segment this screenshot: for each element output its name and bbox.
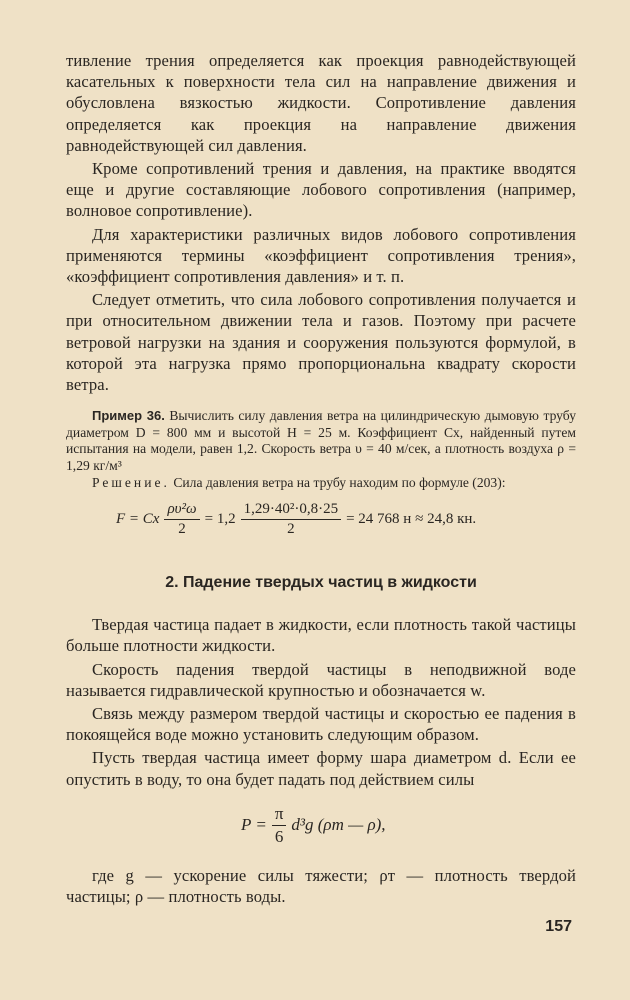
example-solution	[66, 475, 576, 492]
example-block	[66, 408, 576, 538]
formula-rhs: = 24 768 н ≈ 24,8 кн.	[346, 511, 477, 528]
paragraph-3: Для характеристики различных видов лобового сопротивления применяются термины «коэффициент сопротивления трения», «коэффициент сопротивления давления» и т. п.	[66, 224, 576, 287]
paragraph-1: тивление трения определяется как проекция равнодействующей касательных к поверхности тела сил на направление движения и обусловлена вязкостью жидкости. Сопротивление давления определяется как проекция на направление движения равнодействующей сил давления.	[66, 51, 576, 155]
formula2-numerator: π	[272, 804, 287, 826]
solution-text: Сила давления ветра на трубу находим по формуле (203):	[173, 474, 506, 490]
formula2-rhs: d³g (ρт — ρ),	[291, 815, 386, 835]
fraction-1-denominator: 2	[178, 521, 186, 538]
example-text: Вычислить силу давления ветра на цилиндрическую дымовую трубу диаметром D = 800 мм и высотой H = 25 м. Коэффициент Cx, найденный путем испытания на модели, равен 1,2. Скорость ветра υ = 40 м/сек, а плотность воздуха ρ = 1,29 кг/м³	[66, 408, 576, 474]
page-number: 157	[545, 918, 572, 935]
section-heading: 2. Падение твердых частиц в жидкости	[165, 574, 477, 592]
paragraph-8: Пусть твердая частица имеет форму шара диаметром d. Если ее опустить в воду, то она будет падать под действием силы	[66, 748, 576, 789]
formula-gravity-force	[241, 804, 576, 847]
formula-mid: = 1,2	[204, 511, 236, 528]
fraction-1-numerator: ρυ²ω	[164, 501, 199, 520]
paragraph-7: Связь между размером твердой частицы и скоростью ее падения в покоящейся воде можно установить следующим образом.	[66, 704, 576, 745]
formula-lhs: F = Cx	[116, 511, 160, 528]
formula2-fraction	[272, 804, 287, 847]
paragraph-9: где g — ускорение силы тяжести; ρт — плотность твердой частицы; ρ — плотность воды.	[66, 865, 576, 907]
paragraph-5: Твердая частица падает в жидкости, если плотность такой частицы больше плотности жидкости.	[66, 615, 576, 656]
paragraph-4: Следует отметить, что сила лобового сопротивления получается и при относительном движении тела и газов. Поэтому при расчете ветровой нагрузки на здания и сооружения пользуются формулой, в которой эта нагрузка прямо пропорциональна квадрату скорости ветра.	[66, 290, 576, 395]
formula-fraction-1	[164, 501, 199, 538]
formula2-denominator: 6	[274, 826, 284, 846]
page-body	[66, 50, 576, 907]
solution-label: Решение.	[92, 474, 170, 490]
example-label: Пример 36.	[92, 408, 165, 424]
fraction-2-denominator: 2	[287, 521, 295, 538]
paragraph-2: Кроме сопротивлений трения и давления, на практике вводятся еще и другие составляющие лобового сопротивления (например, волновое сопротивление).	[66, 159, 576, 221]
fraction-2-numerator: 1,29·40²·0,8·25	[241, 501, 341, 520]
paragraph-6: Скорость падения твердой частицы в неподвижной воде называется гидравлической крупностью и обозначается w.	[66, 659, 576, 700]
formula-wind-force	[116, 501, 576, 538]
formula2-lhs: P =	[241, 815, 267, 835]
formula-fraction-2	[241, 501, 341, 538]
example-statement	[66, 408, 576, 474]
